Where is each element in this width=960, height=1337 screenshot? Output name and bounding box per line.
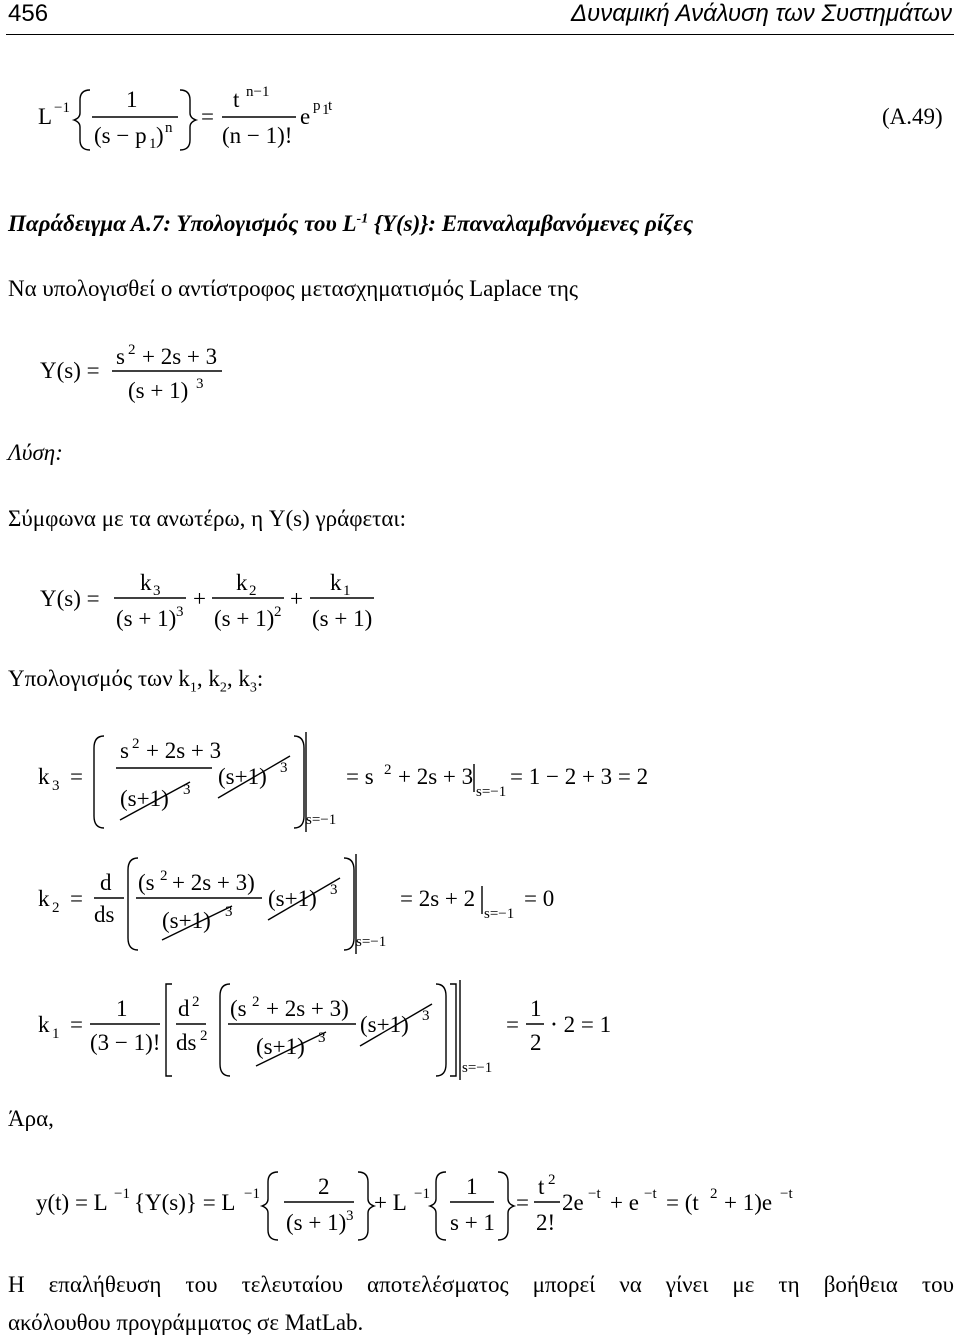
svg-text:2: 2 bbox=[548, 1172, 556, 1188]
svg-text:2: 2 bbox=[384, 762, 392, 778]
k2-subscript: 2 bbox=[219, 680, 227, 696]
svg-text:−t: −t bbox=[588, 1186, 601, 1202]
svg-text:2: 2 bbox=[274, 604, 282, 620]
svg-text:k: k bbox=[140, 570, 152, 595]
svg-text:3: 3 bbox=[196, 376, 204, 392]
svg-text:(s: (s bbox=[230, 996, 247, 1021]
svg-text:t: t bbox=[538, 1174, 545, 1199]
coefficients-intro bbox=[8, 666, 263, 697]
svg-text:2: 2 bbox=[318, 1174, 330, 1199]
svg-text:= 0: = 0 bbox=[524, 886, 555, 911]
svg-text:ds: ds bbox=[176, 1030, 197, 1055]
svg-text:3: 3 bbox=[52, 778, 60, 794]
svg-text:s=−1: s=−1 bbox=[306, 812, 337, 828]
svg-text:3: 3 bbox=[225, 904, 233, 920]
svg-text:(s+1): (s+1) bbox=[218, 764, 267, 789]
k3-computation bbox=[0, 728, 960, 843]
svg-text:Y(s) =: Y(s) = bbox=[40, 586, 100, 611]
svg-text:2: 2 bbox=[252, 994, 260, 1010]
k1-subscript: 1 bbox=[189, 680, 197, 696]
svg-text:2: 2 bbox=[249, 583, 257, 599]
svg-text:1: 1 bbox=[126, 87, 138, 112]
svg-text:1: 1 bbox=[149, 136, 157, 152]
svg-text:(s+1): (s+1) bbox=[120, 786, 169, 811]
svg-text:(s − p: (s − p bbox=[94, 123, 147, 148]
svg-text:(s + 1): (s + 1) bbox=[214, 606, 275, 631]
example-heading-sup: -1 bbox=[356, 211, 369, 227]
svg-text:−t: −t bbox=[644, 1186, 657, 1202]
svg-text:k: k bbox=[38, 886, 50, 911]
svg-text:t: t bbox=[233, 87, 240, 112]
svg-text:= 1 − 2 + 3 = 2: = 1 − 2 + 3 = 2 bbox=[510, 764, 649, 789]
k3-subscript: 3 bbox=[249, 680, 257, 696]
svg-text:n: n bbox=[165, 120, 173, 136]
svg-text:2: 2 bbox=[52, 900, 60, 916]
svg-text:y(t) = L: y(t) = L bbox=[36, 1190, 108, 1215]
svg-text:+ 2s + 3: + 2s + 3 bbox=[146, 738, 222, 763]
svg-text:3: 3 bbox=[346, 1208, 354, 1224]
svg-text:3: 3 bbox=[176, 604, 184, 620]
svg-text:−1: −1 bbox=[114, 1186, 130, 1202]
svg-text:k: k bbox=[38, 764, 50, 789]
svg-text:s=−1: s=−1 bbox=[476, 784, 507, 800]
svg-text:(s: (s bbox=[138, 870, 155, 895]
svg-text:s: s bbox=[116, 344, 125, 369]
svg-text:s=−1: s=−1 bbox=[484, 906, 515, 922]
svg-text:(s+1): (s+1) bbox=[162, 908, 211, 933]
problem-statement: Να υπολογισθεί ο αντίστροφος μετασχηματισμός Laplace της bbox=[8, 276, 579, 301]
colon: : bbox=[256, 666, 264, 691]
header-rule bbox=[6, 34, 954, 35]
svg-text:= (t: = (t bbox=[666, 1190, 699, 1215]
svg-text:+ 2s + 3): + 2s + 3) bbox=[266, 996, 349, 1021]
svg-text:+: + bbox=[290, 586, 303, 611]
svg-text:2: 2 bbox=[128, 342, 136, 358]
svg-text:3: 3 bbox=[183, 782, 191, 798]
solution-label: Λύση: bbox=[8, 440, 63, 465]
according-text: Σύμφωνα με τα ανωτέρω, η Y(s) γράφεται: bbox=[8, 506, 407, 531]
svg-text:⋅ 2 = 1: ⋅ 2 = 1 bbox=[550, 1012, 612, 1037]
svg-text:+ 2s + 3: + 2s + 3 bbox=[142, 344, 218, 369]
svg-text:=: = bbox=[70, 886, 83, 911]
ys-definition bbox=[0, 340, 960, 410]
svg-text:1: 1 bbox=[52, 1026, 60, 1042]
closing-line-1: Η επαλήθευση του τελευταίου αποτελέσματος μπορεί να γίνει με τη βοήθεια του bbox=[8, 1272, 954, 1297]
svg-text:3: 3 bbox=[422, 1008, 430, 1024]
svg-text:(3 − 1)!: (3 − 1)! bbox=[90, 1030, 161, 1055]
svg-text:2: 2 bbox=[710, 1186, 718, 1202]
svg-text:s: s bbox=[120, 738, 129, 763]
svg-text:= s: = s bbox=[346, 764, 374, 789]
svg-text:s=−1: s=−1 bbox=[356, 934, 387, 950]
svg-text:2!: 2! bbox=[536, 1210, 556, 1235]
svg-text:3: 3 bbox=[330, 882, 338, 898]
svg-text:−1: −1 bbox=[244, 1186, 260, 1202]
svg-text:2: 2 bbox=[132, 736, 140, 752]
svg-text:s + 1: s + 1 bbox=[450, 1210, 495, 1235]
k2-computation bbox=[0, 850, 960, 960]
svg-text:= 2s + 2: = 2s + 2 bbox=[400, 886, 476, 911]
svg-text:p: p bbox=[313, 98, 321, 114]
svg-text:(s + 1): (s + 1) bbox=[128, 378, 189, 403]
final-result bbox=[0, 1166, 960, 1246]
svg-text:+ 2s + 3): + 2s + 3) bbox=[172, 870, 255, 895]
svg-text:+ 1)e: + 1)e bbox=[724, 1190, 773, 1215]
svg-text:−1: −1 bbox=[414, 1186, 430, 1202]
svg-text:=: = bbox=[70, 1012, 83, 1037]
svg-text:(s + 1): (s + 1) bbox=[286, 1210, 347, 1235]
svg-text:1: 1 bbox=[466, 1174, 478, 1199]
svg-text:2: 2 bbox=[192, 994, 200, 1010]
svg-text:+ e: + e bbox=[610, 1190, 639, 1215]
svg-text:=: = bbox=[201, 104, 214, 129]
svg-text:=: = bbox=[70, 764, 83, 789]
svg-text:(s+1): (s+1) bbox=[268, 886, 317, 911]
k1-computation bbox=[0, 976, 960, 1086]
svg-text:k: k bbox=[330, 570, 342, 595]
svg-text:+ 2s + 3: + 2s + 3 bbox=[398, 764, 474, 789]
svg-text:+ L: + L bbox=[374, 1190, 407, 1215]
svg-text:3: 3 bbox=[318, 1030, 326, 1046]
svg-text:2e: 2e bbox=[562, 1190, 584, 1215]
svg-text:−t: −t bbox=[780, 1186, 793, 1202]
example-heading-prefix: Παράδειγμα Α.7: Υπολογισμός του L bbox=[8, 211, 357, 236]
svg-text:Y(s) =: Y(s) = bbox=[40, 358, 100, 383]
svg-text:1: 1 bbox=[530, 996, 542, 1021]
svg-text:3: 3 bbox=[153, 583, 161, 599]
equation-tag: (A.49) bbox=[882, 104, 943, 129]
svg-text:1: 1 bbox=[116, 996, 128, 1021]
equation-a49 bbox=[0, 80, 960, 160]
svg-text:d: d bbox=[100, 870, 112, 895]
svg-text:L: L bbox=[38, 104, 53, 129]
page-number: 456 bbox=[8, 0, 49, 27]
svg-text:k: k bbox=[38, 1012, 50, 1037]
example-heading-suffix: {Y(s)}: Επαναλαμβανόμενες ρίζες bbox=[368, 211, 694, 236]
svg-text:): ) bbox=[156, 123, 164, 148]
svg-text:2: 2 bbox=[160, 868, 168, 884]
svg-text:s=−1: s=−1 bbox=[462, 1060, 493, 1076]
svg-text:{Y(s)} = L: {Y(s)} = L bbox=[134, 1190, 236, 1215]
svg-text:1: 1 bbox=[343, 583, 351, 599]
example-heading bbox=[8, 211, 693, 237]
separator-2: , k bbox=[226, 666, 250, 691]
svg-text:(s+1): (s+1) bbox=[360, 1012, 409, 1037]
svg-text:3: 3 bbox=[280, 760, 288, 776]
svg-text:(s + 1): (s + 1) bbox=[312, 606, 373, 631]
page-header bbox=[0, 0, 960, 34]
svg-text:−1: −1 bbox=[54, 100, 70, 116]
svg-text:(s + 1): (s + 1) bbox=[116, 606, 177, 631]
svg-text:n−1: n−1 bbox=[246, 84, 270, 100]
closing-line-2: ακόλουθου προγράμματος σε MatLab. bbox=[8, 1310, 364, 1335]
separator-1: , k bbox=[196, 666, 220, 691]
therefore-label: Άρα, bbox=[8, 1106, 54, 1131]
svg-text:k: k bbox=[236, 570, 248, 595]
svg-text:e: e bbox=[300, 104, 311, 129]
svg-text:+: + bbox=[193, 586, 206, 611]
svg-text:(s+1): (s+1) bbox=[256, 1034, 305, 1059]
running-title: Δυναμική Ανάλυση των Συστημάτων bbox=[570, 0, 952, 27]
svg-text:=: = bbox=[506, 1012, 519, 1037]
svg-text:=: = bbox=[516, 1190, 529, 1215]
coefficients-intro-text: Υπολογισμός των k bbox=[8, 666, 190, 691]
svg-text:t: t bbox=[328, 98, 333, 114]
svg-text:(n − 1)!: (n − 1)! bbox=[222, 123, 293, 148]
svg-text:d: d bbox=[178, 996, 190, 1021]
svg-text:1: 1 bbox=[322, 102, 330, 118]
svg-text:ds: ds bbox=[94, 902, 115, 927]
partial-fraction-expansion bbox=[0, 568, 960, 638]
svg-text:2: 2 bbox=[200, 1028, 208, 1044]
svg-text:2: 2 bbox=[530, 1030, 542, 1055]
